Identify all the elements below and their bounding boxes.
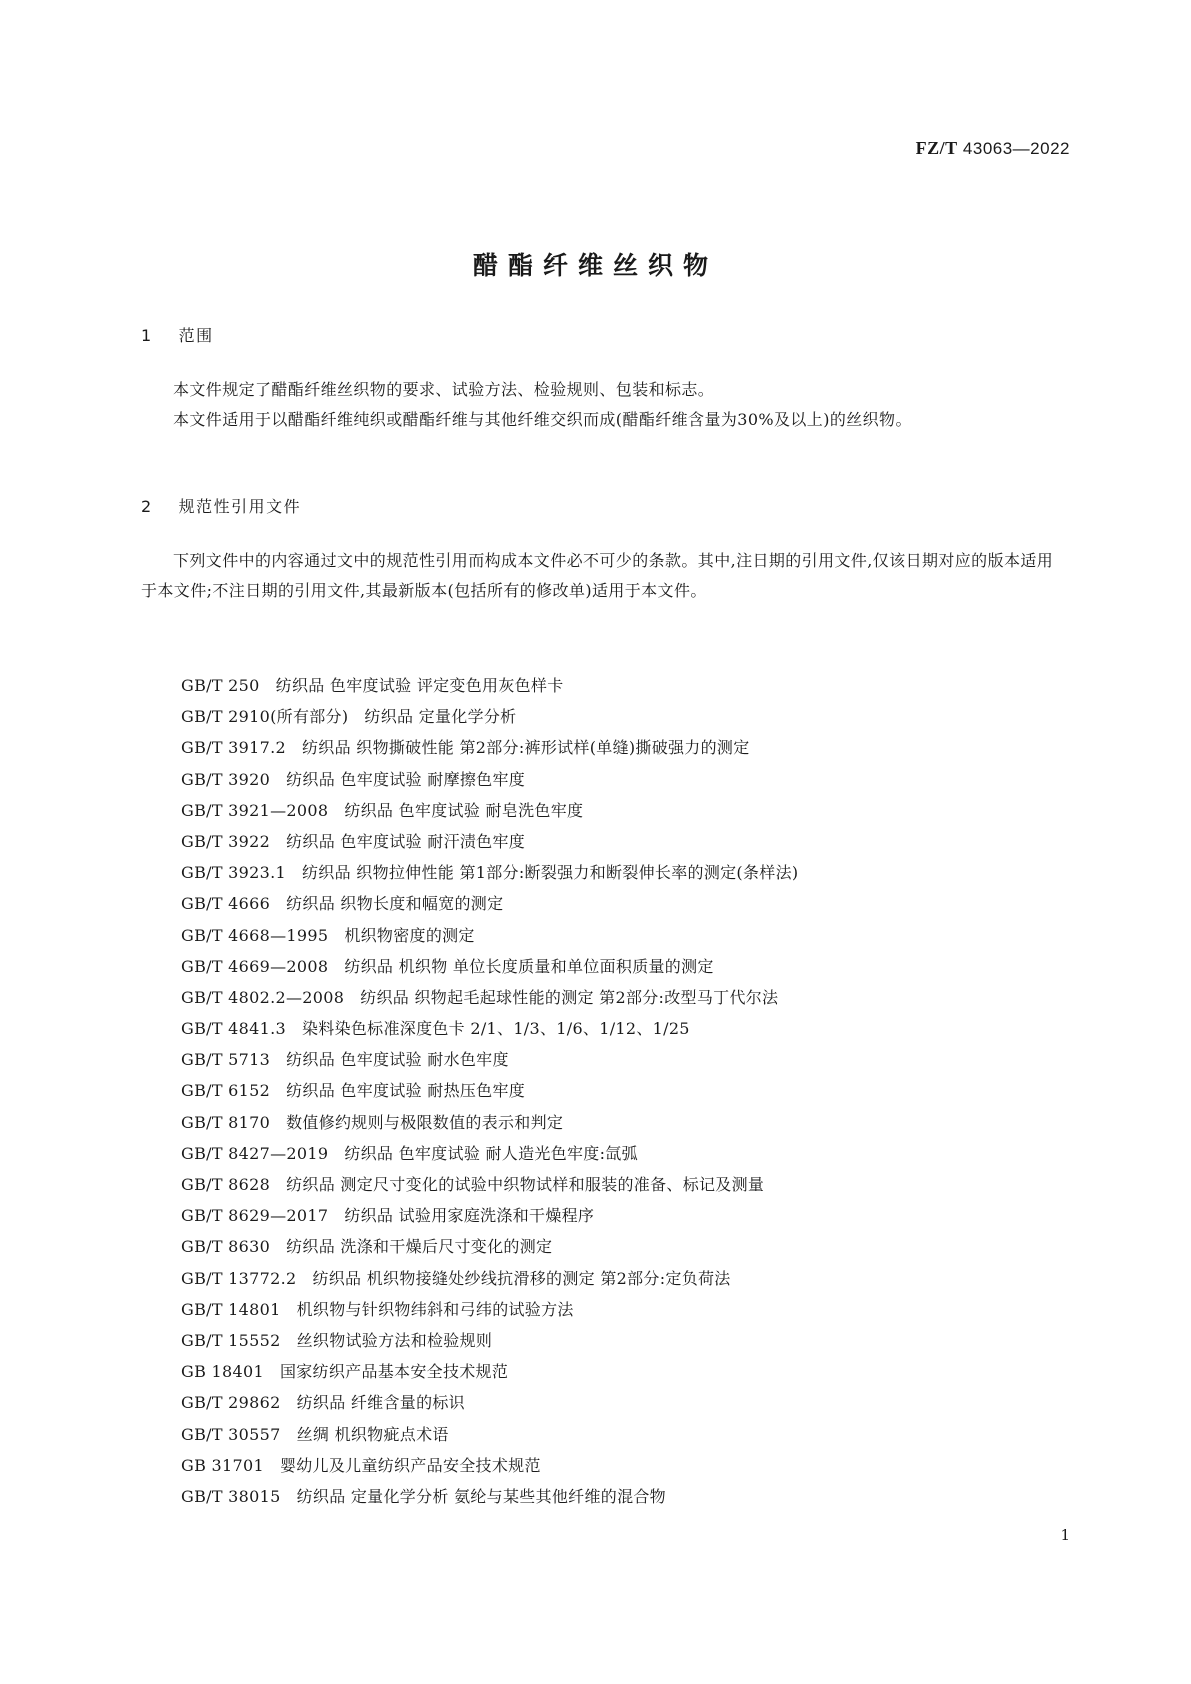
document-title: 醋酯纤维丝织物: [472, 251, 718, 280]
section-title: 范围: [178, 326, 214, 345]
section-heading-scope: [141, 323, 214, 346]
reference-title: 纺织品 色牢度试验 耐皂洗色牢度: [344, 800, 584, 820]
reference-title: 纺织品 色牢度试验 耐汗渍色牢度: [286, 831, 526, 851]
reference-title: 纺织品 测定尺寸变化的试验中织物试样和服装的准备、标记及测量: [286, 1175, 765, 1194]
reference-item: [181, 1450, 798, 1481]
reference-title: 国家纺织产品基本安全技术规范: [279, 1362, 509, 1382]
reference-title: 染料染色标准深度色卡 2/1、1/3、1/6、1/12、1/25: [301, 1019, 690, 1039]
reference-title: 纺织品 色牢度试验 评定变色用灰色样卡: [275, 676, 564, 695]
page-number: 1: [1060, 1526, 1070, 1544]
reference-title: 机织物密度的测定: [344, 925, 475, 945]
reference-title: 纺织品 试验用家庭洗涤和干燥程序: [344, 1206, 595, 1226]
reference-title: 数值修约规则与极限数值的表示和判定: [286, 1112, 564, 1132]
reference-title: 纺织品 色牢度试验 耐摩擦色牢度: [286, 769, 526, 789]
reference-item: [181, 1325, 798, 1356]
reference-title: 丝绸 机织物疵点术语: [296, 1424, 449, 1444]
reference-code: GB 18401: [181, 1362, 264, 1382]
reference-code: GB/T 250: [181, 676, 260, 695]
reference-item: [181, 1231, 798, 1262]
reference-code: GB/T 8630: [181, 1237, 271, 1257]
reference-code: GB/T 8170: [181, 1112, 271, 1132]
standard-code: [916, 138, 1070, 159]
reference-item: [181, 795, 798, 826]
reference-title: 纺织品 定量化学分析 氨纶与某些其他纤维的混合物: [296, 1486, 666, 1506]
reference-item: [181, 1013, 798, 1044]
reference-code: GB/T 4666: [181, 894, 271, 914]
reference-title: 纺织品 色牢度试验 耐水色牢度: [286, 1050, 509, 1070]
reference-code: GB/T 3921—2008: [181, 800, 329, 820]
scope-paragraph-2: 本文件适用于以醋酯纤维纯织或醋酯纤维与其他纤维交织而成(醋酯纤维含量为30%及以上)的丝织物。: [173, 410, 912, 429]
reference-code: GB/T 15552: [181, 1330, 281, 1350]
reference-code: GB/T 5713: [181, 1050, 271, 1070]
reference-code: GB/T 38015: [181, 1486, 281, 1506]
reference-item: [181, 888, 798, 919]
reference-item: [181, 764, 798, 795]
reference-item: [181, 1200, 798, 1231]
reference-item: [181, 732, 798, 763]
reference-item: [181, 826, 798, 857]
reference-code: GB/T 30557: [181, 1424, 281, 1444]
scope-paragraph-1: 本文件规定了醋酯纤维丝织物的要求、试验方法、检验规则、包装和标志。: [173, 380, 715, 399]
reference-title: 纺织品 色牢度试验 耐热压色牢度: [286, 1081, 526, 1101]
reference-title: 纺织品 纤维含量的标识: [296, 1393, 465, 1413]
reference-code: GB/T 4802.2—2008: [181, 987, 345, 1007]
standard-code-number: 43063—2022: [962, 139, 1070, 158]
reference-title: 纺织品 机织物接缝处纱线抗滑移的测定 第2部分:定负荷法: [312, 1268, 731, 1288]
reference-item: [181, 1044, 798, 1075]
reference-code: GB/T 2910(所有部分): [181, 707, 349, 727]
reference-title: 纺织品 洗涤和干燥后尺寸变化的测定: [286, 1237, 553, 1257]
reference-code: GB/T 3923.1: [181, 863, 286, 883]
reference-code: GB/T 8427—2019: [181, 1143, 329, 1163]
reference-title: 纺织品 色牢度试验 耐人造光色牢度:氙弧: [344, 1143, 638, 1163]
reference-item: [181, 701, 798, 732]
reference-list: [181, 670, 798, 1512]
reference-title: 纺织品 机织物 单位长度质量和单位面积质量的测定: [344, 956, 714, 976]
reference-item: [181, 857, 798, 888]
references-intro-paragraph: 下列文件中的内容通过文中的规范性引用而构成本文件必不可少的条款。其中,注日期的引用文件,仅该日期对应的版本适用于本文件;不注日期的引用文件,其最新版本(包括所有的修改单)适用于本文件。: [141, 551, 1054, 600]
reference-item: [181, 1356, 798, 1387]
reference-code: GB/T 29862: [181, 1393, 281, 1413]
reference-code: GB/T 8628: [181, 1175, 271, 1194]
reference-code: GB/T 3922: [181, 831, 271, 851]
section-number: 1: [141, 326, 153, 345]
reference-item: [181, 920, 798, 951]
section-number: 2: [141, 497, 153, 516]
reference-title: 纺织品 定量化学分析: [364, 707, 517, 727]
reference-title: 丝织物试验方法和检验规则: [296, 1330, 493, 1350]
standard-code-prefix: FZ/T: [915, 138, 958, 158]
reference-code: GB 31701: [181, 1455, 264, 1475]
reference-title: 纺织品 织物撕破性能 第2部分:裤形试样(单缝)撕破强力的测定: [301, 738, 750, 758]
reference-item: [181, 951, 798, 982]
reference-code: GB/T 4669—2008: [181, 956, 329, 976]
reference-title: 婴幼儿及儿童纺织产品安全技术规范: [279, 1455, 541, 1475]
reference-item: [181, 1419, 798, 1450]
reference-item: [181, 1075, 798, 1106]
reference-item: [181, 670, 798, 701]
reference-title: 纺织品 织物长度和幅宽的测定: [286, 894, 504, 914]
reference-code: GB/T 4841.3: [181, 1019, 286, 1039]
reference-code: GB/T 13772.2: [181, 1268, 297, 1288]
reference-item: [181, 1263, 798, 1294]
reference-code: GB/T 8629—2017: [181, 1206, 329, 1226]
reference-item: [181, 1169, 798, 1200]
section-title: 规范性引用文件: [178, 497, 302, 516]
reference-code: GB/T 3920: [181, 769, 271, 789]
reference-item: [181, 1294, 798, 1325]
reference-item: [181, 1481, 798, 1512]
reference-item: [181, 1138, 798, 1169]
reference-item: [181, 982, 798, 1013]
reference-title: 纺织品 织物起毛起球性能的测定 第2部分:改型马丁代尔法: [360, 987, 779, 1007]
reference-title: 纺织品 织物拉伸性能 第1部分:断裂强力和断裂伸长率的测定(条样法): [301, 863, 799, 883]
reference-code: GB/T 3917.2: [181, 738, 286, 758]
reference-code: GB/T 6152: [181, 1081, 271, 1101]
reference-item: [181, 1387, 798, 1418]
reference-code: GB/T 4668—1995: [181, 925, 329, 945]
reference-item: [181, 1107, 798, 1138]
section-heading-normative-references: [141, 494, 301, 517]
reference-code: GB/T 14801: [181, 1299, 281, 1319]
reference-title: 机织物与针织物纬斜和弓纬的试验方法: [296, 1299, 574, 1319]
